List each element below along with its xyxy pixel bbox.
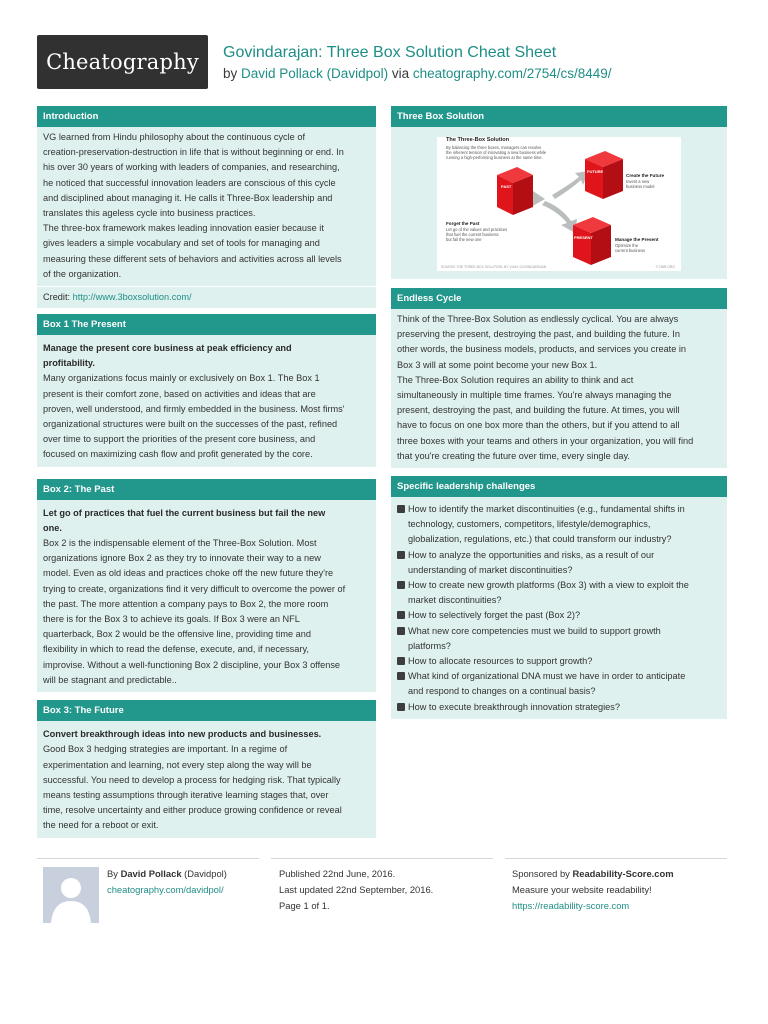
list-item-line: What new core competencies must we build to support growth xyxy=(408,625,661,636)
endless-cycle-body xyxy=(391,309,727,468)
text-line: flexibility in which to read the defense, execute, and, if necessary, xyxy=(43,644,309,655)
list-item-line: and respond to changes on a continual basis? xyxy=(408,686,596,697)
text-line: The Three-Box Solution requires an ability to think and act xyxy=(397,374,634,385)
author-avatar[interactable] xyxy=(43,867,99,923)
text-line: organizations ignore Box 2 as they try to innovate their way to a new xyxy=(43,553,321,564)
present-desc xyxy=(615,243,645,253)
header-title-block xyxy=(223,43,612,83)
square-bullet-icon xyxy=(397,581,405,589)
future-cube xyxy=(585,151,623,199)
footer-author-name: David Pollack xyxy=(120,868,182,879)
box3-future xyxy=(37,700,376,837)
lead-line: Convert breakthrough ideas into new products and businesses. xyxy=(43,729,322,740)
text-line: successful. You need to develop a process for hedging risk. That typically xyxy=(43,774,341,785)
text-line: present is their comfort zone, based on activities and ideas that are xyxy=(43,388,316,399)
list-item-line: How to identify the market discontinuities (e.g., fundamental shifts in xyxy=(408,504,685,515)
list-item xyxy=(397,608,721,623)
text-line: there is for the Box 3 to achieve its goals. If Box 3 were an NFL xyxy=(43,614,300,625)
figure-title: The Three-Box Solution xyxy=(446,137,510,143)
box1-present xyxy=(37,314,376,467)
past-caption: Forget the Past xyxy=(446,221,480,226)
text-line: his over 30 years of working with leaders of companies, and researching, xyxy=(43,162,340,173)
cycle-arrow-top xyxy=(552,171,589,199)
list-item xyxy=(397,502,721,548)
byline-prefix: by xyxy=(223,66,238,81)
list-item xyxy=(397,669,721,699)
footer-by: By xyxy=(107,868,118,879)
figure-source: SOURCE THE THREE-BOX SOLUTION, BY VIJAY GOVINDARAJAN xyxy=(441,265,547,269)
three-box-figure-wrap xyxy=(391,127,727,279)
present-desc-line: current business xyxy=(615,248,646,253)
byline-via: via xyxy=(391,66,410,81)
present-cube-label: PRESENT xyxy=(574,235,593,240)
footer-author-link[interactable]: cheatography.com/davidpol/ xyxy=(107,884,224,895)
list-item-line: How to execute breakthrough innovation strategies? xyxy=(408,701,620,712)
footer-author-handle: (Davidpol) xyxy=(184,868,227,879)
text-line: means testing assumptions through iterative learning stages that, over xyxy=(43,789,329,800)
left-column xyxy=(37,106,376,844)
sponsor-prefix: Sponsored by xyxy=(512,868,570,879)
future-desc-line: business model xyxy=(626,184,655,189)
future-caption: Create the Future xyxy=(626,173,665,178)
right-column xyxy=(391,106,727,725)
lead-line: profitability. xyxy=(43,358,95,369)
text-line: the past. The more attention a company pays to Box 2, the more room xyxy=(43,598,329,609)
text-line: other words, the business models, products, and services you create in xyxy=(397,344,687,355)
list-item xyxy=(397,654,721,669)
figure-intro-line: running a high-performing business at the same time. xyxy=(446,155,543,160)
lead-line: Let go of practices that fuel the current business but fail the new xyxy=(43,507,326,518)
text-line: focused on maximizing cash flow and profit generated by the core. xyxy=(43,449,313,460)
published-date: Published 22nd June, 2016. xyxy=(279,868,396,879)
page-number: Page 1 of 1. xyxy=(279,900,330,911)
sponsor-tagline: Measure your website readability! xyxy=(512,884,652,895)
text-line: that you're creating the future over time, every single day. xyxy=(397,450,630,461)
past-cube xyxy=(497,167,533,215)
text-line: simultaneously in multiple time frames. You're always managing the xyxy=(397,390,672,401)
present-caption: Manage the Present xyxy=(615,237,659,242)
text-line: time, resolve uncertainty and either produce growing confidence or reveal xyxy=(43,805,342,816)
future-desc-line: Invent a new xyxy=(626,179,650,184)
author-link[interactable]: David Pollack (Davidpol) xyxy=(241,66,389,81)
byline xyxy=(223,65,612,83)
past-desc-line: Let go of the values and practices xyxy=(446,227,508,232)
square-bullet-icon xyxy=(397,627,405,635)
text-line: measuring these different sets of behaviors and activities across all levels xyxy=(43,253,342,264)
avatar-silhouette-icon xyxy=(43,867,99,923)
lead-line: one. xyxy=(43,522,62,533)
text-line: Box 2 is the indispensable element of the Three-Box Solution. Most xyxy=(43,538,317,549)
footer-divider xyxy=(505,858,727,859)
text-line: Many organizations focus mainly or exclusively on Box 1. The Box 1 xyxy=(43,373,320,384)
introduction-box xyxy=(37,106,376,308)
footer-divider xyxy=(271,858,493,859)
present-cube xyxy=(573,217,611,265)
text-line: improvise. Without a well-functioning Box 2 discipline, your Box 3 offense xyxy=(43,659,341,670)
future-cube-label: FUTURE xyxy=(587,169,604,174)
list-item-line: What kind of organizational DNA must we have in order to anticipate xyxy=(408,671,686,682)
updated-date: Last updated 22nd September, 2016. xyxy=(279,884,434,895)
leadership-challenges-box xyxy=(391,476,727,719)
three-box-diagram xyxy=(437,137,681,271)
text-line: trying to create, organizations find it very difficult to overcome the power of xyxy=(43,583,346,594)
sheet-url-link[interactable]: cheatography.com/2754/cs/8449/ xyxy=(412,66,612,81)
text-line: model. Even as old ideas and practices choke off the new future they're xyxy=(43,568,334,579)
list-item-line: platforms? xyxy=(408,640,451,651)
text-line: he noticed that successful innovation leaders are conscious of this cycle xyxy=(43,177,336,188)
list-item-line: How to analyze the opportunities and risks, as a result of our xyxy=(408,549,655,560)
cycle-arrow-bottom xyxy=(542,201,577,233)
figure-intro-line: By balancing the three boxes, managers can resolve xyxy=(446,145,542,150)
introduction-body xyxy=(37,127,376,286)
text-line: three boxes with your teams and others in your organization, you will find xyxy=(397,435,694,446)
text-line: experimentation and learning, not every step along the way will be xyxy=(43,759,312,770)
text-line: over time to support the priorities of the present core business, and xyxy=(43,434,316,445)
footer-publish-info xyxy=(279,866,433,914)
list-item xyxy=(397,624,721,654)
text-line: will be stagnant and predictable.. xyxy=(43,674,177,685)
introduction-credit xyxy=(37,286,376,308)
credit-label: Credit: xyxy=(43,292,71,303)
list-item-line: understanding of market discontinuities? xyxy=(408,564,573,575)
square-bullet-icon xyxy=(397,505,405,513)
text-line: have to focus on one box more than the others, but if you attend to all xyxy=(397,420,680,431)
square-bullet-icon xyxy=(397,703,405,711)
endless-cycle-box xyxy=(391,288,727,468)
box2-heading: Box 2: The Past xyxy=(37,479,376,500)
cheatography-logo[interactable]: Cheatography xyxy=(37,35,208,89)
list-item xyxy=(397,548,721,578)
square-bullet-icon xyxy=(397,657,405,665)
box1-heading: Box 1 The Present xyxy=(37,314,376,335)
future-desc xyxy=(626,179,654,189)
list-item-line: technology, customers, competitors, lifestyle/demographics, xyxy=(408,519,651,530)
challenges-body xyxy=(391,497,727,719)
box2-body xyxy=(37,500,376,692)
box2-past xyxy=(37,479,376,692)
list-item-line: globalization, regulations, etc.) that could transform our industry? xyxy=(408,534,672,545)
footer-author-line xyxy=(107,866,227,882)
three-box-solution-box xyxy=(391,106,727,279)
figure-intro-line: the inherent tension of innovating a new business while xyxy=(446,150,547,155)
sponsor-link[interactable]: https://readability-score.com xyxy=(512,900,630,911)
box1-body xyxy=(37,335,376,467)
challenges-heading: Specific leadership challenges xyxy=(391,476,727,497)
text-line: gives leaders a simple vocabulary and set of tools for managing and xyxy=(43,238,320,249)
list-item-line: How to create new growth platforms (Box 3) with a view to exploit the xyxy=(408,580,689,591)
list-item-line: market discontinuities? xyxy=(408,595,502,606)
text-line: Good Box 3 hedging strategies are important. In a regime of xyxy=(43,744,288,755)
text-line: creation-preservation-destruction in life that is without beginning or end. In xyxy=(43,147,344,158)
past-desc-line: but fail the new one xyxy=(446,237,482,242)
past-desc-line: that fuel the current business xyxy=(446,232,499,237)
introduction-heading: Introduction xyxy=(37,106,376,127)
present-desc-line: Optimize the xyxy=(615,243,638,248)
text-line: the need for a reboot or exit. xyxy=(43,820,159,831)
footer-sponsor xyxy=(512,866,674,914)
text-line: proven, well understood, and firmly embedded in the business. Most firms' xyxy=(43,403,345,414)
square-bullet-icon xyxy=(397,551,405,559)
figure-copyright: © HBR.ORG xyxy=(655,265,675,269)
text-line: of the organization. xyxy=(43,268,122,279)
endless-cycle-heading: Endless Cycle xyxy=(391,288,727,309)
three-box-heading: Three Box Solution xyxy=(391,106,727,127)
footer-author xyxy=(107,866,227,898)
sponsor-name: Readability-Score.com xyxy=(572,868,674,879)
text-line: preserving the present, destroying the past, and building the future. In xyxy=(397,329,680,340)
square-bullet-icon xyxy=(397,672,405,680)
footer-divider xyxy=(37,858,259,859)
box3-heading: Box 3: The Future xyxy=(37,700,376,721)
page-title: Govindarajan: Three Box Solution Cheat Sheet xyxy=(223,44,557,61)
text-line: Think of the Three-Box Solution as endlessly cyclical. You are always xyxy=(397,314,679,324)
past-desc xyxy=(446,227,507,242)
credit-link[interactable]: http://www.3boxsolution.com/ xyxy=(72,292,192,303)
sponsor-line xyxy=(512,866,674,882)
past-cube-label: PAST xyxy=(501,184,512,189)
lead-line: Manage the present core business at peak efficiency and xyxy=(43,343,292,354)
text-line: translates this ageless cycle into business practices. xyxy=(43,208,256,219)
text-line: VG learned from Hindu philosophy about the continuous cycle of xyxy=(43,132,306,142)
text-line: quarterback, Box 2 would be the offensive line, providing time and xyxy=(43,629,311,640)
list-item xyxy=(397,578,721,608)
text-line: The three-box framework makes leading innovation easier because it xyxy=(43,223,324,234)
text-line: Box 3 will at some point become your new Box 1. xyxy=(397,359,598,370)
list-item-line: How to selectively forget the past (Box 2)? xyxy=(408,610,581,621)
square-bullet-icon xyxy=(397,611,405,619)
box3-body xyxy=(37,721,376,837)
list-item-line: How to allocate resources to support growth? xyxy=(408,656,593,667)
text-line: and disciplined about managing it. He calls it Three-Box leadership and xyxy=(43,192,333,203)
text-line: organizational structures were built on the successes of the past, refined xyxy=(43,419,338,430)
text-line: present, destroying the past, and building the future. At times, you will xyxy=(397,405,680,416)
list-item xyxy=(397,700,721,715)
